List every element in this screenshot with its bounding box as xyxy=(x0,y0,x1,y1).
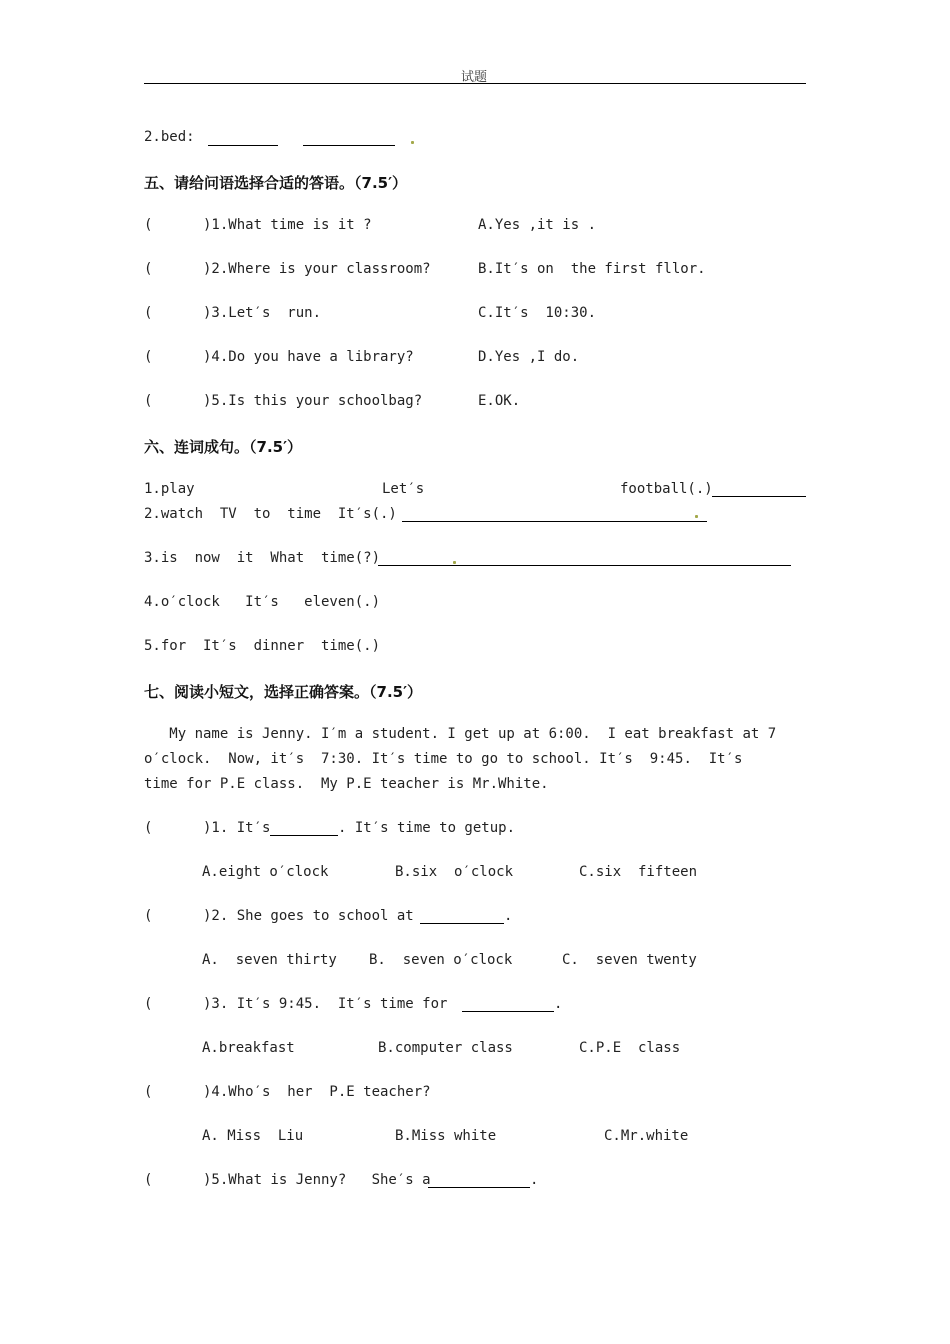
s7-q4-option-b: B.Miss white xyxy=(395,1128,497,1144)
s7-question-1: ( )1. It′s xyxy=(144,820,271,836)
answer-blank[interactable] xyxy=(428,1187,530,1188)
s5-question-4: ( )4.Do you have a library? xyxy=(144,349,414,365)
s7-passage-line-1: My name is Jenny. I′m a student. I get up at 6:00. I eat breakfast at 7 xyxy=(144,726,777,742)
s7-q1-option-a: A.eight o′clock xyxy=(202,864,329,880)
s7-q2-option-b: B. seven o′clock xyxy=(369,952,513,968)
answer-blank[interactable] xyxy=(303,145,395,146)
answer-blank[interactable] xyxy=(420,923,504,924)
mark-dot xyxy=(453,561,456,564)
section-6-heading: 六、连词成句。（7.5′） xyxy=(144,438,303,456)
s5-answer-c: C.It′s 10:30. xyxy=(478,305,597,321)
s6-item-1-word-2: Let′s xyxy=(382,481,425,497)
answer-blank[interactable] xyxy=(402,521,707,522)
s5-question-3: ( )3.Let′s run. xyxy=(144,305,322,321)
s7-question-2-tail: . xyxy=(504,908,513,924)
answer-blank[interactable] xyxy=(462,1011,554,1012)
s5-answer-e: E.OK. xyxy=(478,393,521,409)
s7-q4-option-c: C.Mr.white xyxy=(604,1128,689,1144)
s6-item-5: 5.for It′s dinner time(.) xyxy=(144,638,381,654)
s5-question-2: ( )2.Where is your classroom? xyxy=(144,261,431,277)
s6-item-3: 3.is now it What time(?) xyxy=(144,550,381,566)
s7-question-5-tail: . xyxy=(530,1172,539,1188)
section-5-heading: 五、请给问语选择合适的答语。（7.5′） xyxy=(144,174,408,192)
s6-item-1-word-3: football(.) xyxy=(620,481,713,497)
mark-dot xyxy=(411,141,414,144)
s7-q1-option-c: C.six fifteen xyxy=(579,864,698,880)
s5-answer-d: D.Yes ,I do. xyxy=(478,349,580,365)
s7-question-2: ( )2. She goes to school at xyxy=(144,908,423,924)
s7-q1-option-b: B.six o′clock xyxy=(395,864,514,880)
s7-q3-option-a: A.breakfast xyxy=(202,1040,295,1056)
s6-item-2: 2.watch TV to time It′s(.) xyxy=(144,506,397,522)
q4-item-2-label: 2.bed: xyxy=(144,129,195,145)
s7-question-3: ( )3. It′s 9:45. It′s time for xyxy=(144,996,456,1012)
s7-q3-option-c: C.P.E class xyxy=(579,1040,681,1056)
s6-item-4: 4.o′clock It′s eleven(.) xyxy=(144,594,381,610)
section-7-heading: 七、阅读小短文，选择正确答案。（7.5′） xyxy=(144,683,423,701)
header-rule xyxy=(144,83,806,84)
s7-q2-option-c: C. seven twenty xyxy=(562,952,697,968)
s7-q4-option-a: A. Miss Liu xyxy=(202,1128,304,1144)
s5-answer-b: B.It′s on the first fllor. xyxy=(478,261,706,277)
s7-question-4: ( )4.Who′s her P.E teacher? xyxy=(144,1084,431,1100)
s5-question-1: ( )1.What time is it ? xyxy=(144,217,372,233)
s5-question-5: ( )5.Is this your schoolbag? xyxy=(144,393,423,409)
s7-question-3-tail: . xyxy=(554,996,563,1012)
answer-blank[interactable] xyxy=(712,496,806,497)
answer-blank[interactable] xyxy=(378,565,791,566)
s6-item-1-word-1: 1.play xyxy=(144,481,195,497)
s7-passage-line-3: time for P.E class. My P.E teacher is Mr.White. xyxy=(144,776,549,792)
s7-question-1-tail: . It′s time to getup. xyxy=(338,820,516,836)
s7-q2-option-a: A. seven thirty xyxy=(202,952,337,968)
s7-passage-line-2: o′clock. Now, it′s 7:30. It′s time to go to school. It′s 9:45. It′s xyxy=(144,751,743,767)
answer-blank[interactable] xyxy=(270,835,338,836)
mark-dot xyxy=(695,515,698,518)
page-header-title: 试题 xyxy=(461,70,488,85)
s7-q3-option-b: B.computer class xyxy=(378,1040,513,1056)
s5-answer-a: A.Yes ,it is . xyxy=(478,217,597,233)
answer-blank[interactable] xyxy=(208,145,278,146)
s7-question-5: ( )5.What is Jenny? She′s a xyxy=(144,1172,431,1188)
